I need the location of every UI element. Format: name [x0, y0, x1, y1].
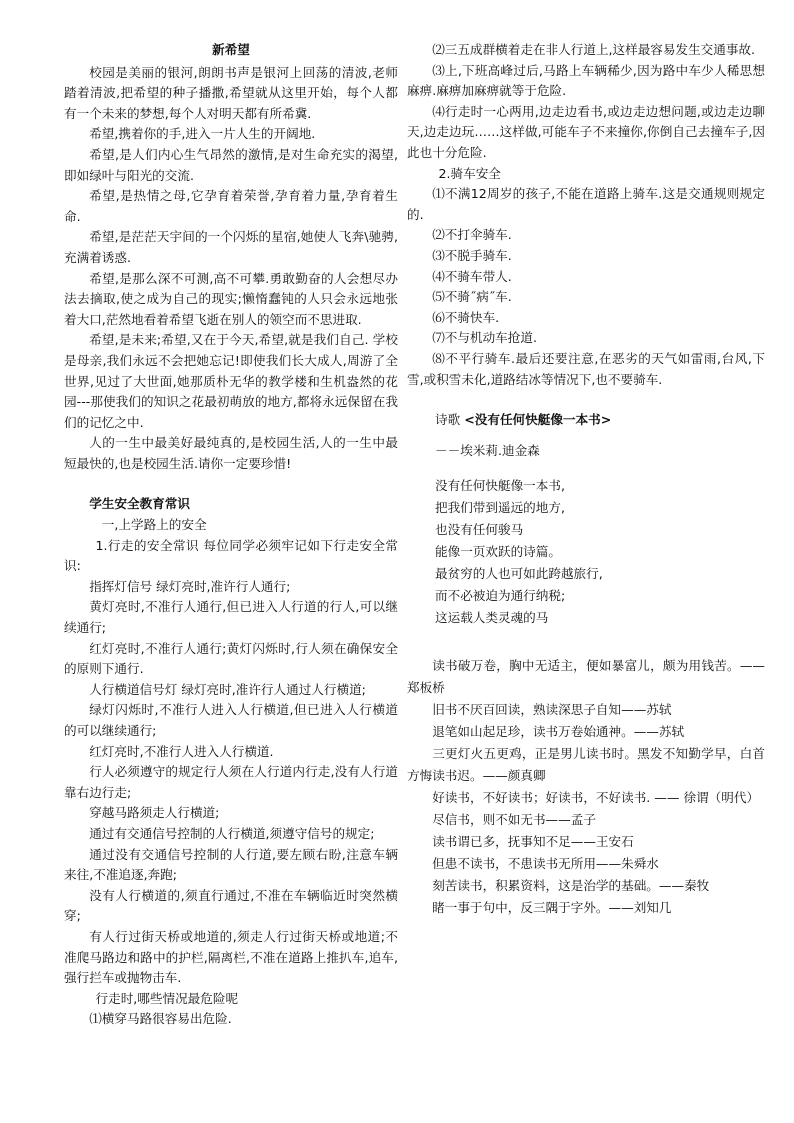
- danger-item: ⑵三五成群横着走在非人行道上,这样最容易发生交通事故.: [432, 42, 756, 57]
- rule-item: 通过有交通信号控制的人行横道,须遵守信号的规定;: [89, 825, 375, 841]
- paragraph: 校园是美丽的银河,朗朗书声是银河上回荡的清波,老师踏着清波,把希望的种子播撒,希望就从这里开始，每个人都有一个未来的梦想,每个人对明天都有所希冀.: [64, 64, 398, 121]
- bike-rule: ⑸不骑˝病˝车.: [432, 289, 512, 305]
- rule-item: 行人必须遵守的规定行人须在人行道内行走,没有人行道靠右边行走;: [64, 764, 398, 800]
- paragraph: 希望,携着你的手,进入一片人生的开阔地.: [89, 126, 316, 142]
- bike-rule: ⑺不与机动车抢道.: [432, 330, 537, 346]
- poem-line: 能像一页欢跃的诗篇。: [435, 544, 561, 560]
- poem-label: 诗歌: [435, 412, 465, 428]
- rule-item: 绿灯闪烁时,不准行人进入人行横道,但已进入人行横道的可以继续通行;: [64, 702, 398, 738]
- quote: 刻苦读书，积累资料，这是治学的基础。——秦牧: [432, 878, 710, 894]
- rule-item: 有人行过街天桥或地道的,须走人行过街天桥或地道;不准爬马路边和路中的护栏,隔离栏,不准在道路上推扒车,追车,强行拦车或抛物击车.: [64, 928, 398, 986]
- poem-author: －－埃米莉.迪金森: [435, 442, 540, 458]
- quote: 三更灯火五更鸡，正是男儿读书时。黑发不知勤学早，白首方悔读书迟。——颜真卿: [407, 746, 765, 784]
- rule-item: 人行横道信号灯 绿灯亮时,准许行人通过人行横道;: [89, 681, 366, 697]
- rule-item: 行走时,哪些情况最危险呢: [95, 990, 239, 1006]
- poem-line: 也没有任何骏马: [435, 522, 524, 538]
- right-column: [407, 40, 765, 919]
- poem-line: 把我们带到遥远的地方,: [435, 500, 565, 516]
- section-heading: 学生安全教育常识: [89, 496, 190, 512]
- rule-item: 黄灯亮时,不准行人通行,但已进入人行道的行人,可以继续通行;: [64, 599, 398, 636]
- paragraph: 1.行走的安全常识 每位同学必须牢记如下行走安全常识:: [64, 537, 398, 574]
- paragraph: 希望,是热情之母,它孕育着荣誉,孕育着力量,孕育着生命.: [64, 188, 398, 224]
- quote: 尽信书，则不如无书——孟子: [432, 812, 596, 828]
- article-title: 新希望: [212, 42, 250, 57]
- bike-rule: ⑶不脱手骑车.: [432, 247, 512, 263]
- quote: 好读书，不好读书；好读书，不好读书. —— 徐谓（明代）: [432, 790, 760, 806]
- left-column: [64, 40, 398, 1030]
- quote: 退笔如山起足珍，读书万卷始通神。——苏轼: [432, 724, 685, 740]
- paragraph: 希望,是人们内心生气昂然的激情,是对生命充实的渴望,即如绿叶与阳光的交流.: [64, 146, 398, 183]
- rule-item: 指挥灯信号 绿灯亮时,准许行人通行;: [89, 578, 291, 594]
- rule-item: 穿越马路须走人行横道;: [89, 805, 220, 821]
- rule-item: 通过没有交通信号控制的人行道,要左顾右盼,注意车辆来往,不准追逐,奔跑;: [64, 846, 398, 883]
- subsection-heading: 2.骑车安全: [438, 165, 501, 181]
- subsection-heading: 一,上学路上的安全: [101, 517, 207, 533]
- rule-item: 红灯亮时,不准行人进入人行横道.: [89, 743, 274, 759]
- poem-line: 没有任何快艇像一本书,: [435, 478, 565, 494]
- bike-rule: ⑴不满12周岁的孩子,不能在道路上骑车.这是交通规则规定的.: [407, 186, 765, 222]
- bike-rule: ⑵不打伞骑车.: [432, 227, 512, 243]
- poem-line: 而不必被迫为通行纳税;: [435, 588, 566, 604]
- paragraph: 人的一生中最美好最纯真的,是校园生活,人的一生中最短最快的,也是校园生活.请你一定要珍惜!: [64, 435, 398, 471]
- rule-item: 红灯亮时,不准行人通行;黄灯闪烁时,行人须在确保安全的原则下通行.: [64, 640, 398, 677]
- quote: 读书破万卷，胸中无适主，便如暴富儿，颇为用钱苦。——郑板桥: [407, 658, 765, 696]
- quote: 睹一事于句中，反三隅于字外。——刘知几: [432, 900, 672, 916]
- bike-rule: ⑻不平行骑车.最后还要注意,在恶劣的天气如雷雨,台风,下雪,或积雪未化,道路结冰等情况下,也不要骑车.: [407, 350, 765, 387]
- poem-title: [407, 410, 765, 431]
- paragraph: 希望,是未来;希望,又在于今天,希望,就是我们自己. 学校是母亲,我们永远不会把她忘记!即使我们长大成人,周游了全世界,见过了大世面,她那质朴无华的教学楼和生机盎然的花园---那使我们的知识之花最初萌放的地方,都将永远保留在我们的记忆之中.: [64, 332, 398, 430]
- bike-rule: ⑹不骑快车.: [432, 309, 500, 325]
- poem-name: <没有任何快艇像一本书>: [464, 412, 612, 428]
- bike-rule: ⑷不骑车带人.: [432, 268, 512, 284]
- quote: 但患不读书，不患读书无所用——朱舜水: [432, 856, 659, 872]
- rule-item: 没有人行横道的,须直行通过,不准在车辆临近时突然横穿;: [64, 887, 398, 924]
- quote: 读书谓已多，抚事知不足——王安石: [432, 834, 634, 850]
- poem-line: 最贫穷的人也可如此跨越旅行,: [435, 566, 603, 582]
- poem-body: [407, 475, 765, 629]
- paragraph: 希望,是茫茫天宇间的一个闪烁的星宿,她使人飞奔\驰骋,充满着诱惑.: [64, 229, 398, 265]
- quotes-list: [407, 655, 765, 919]
- poem-line: 这运载人类灵魂的马: [435, 610, 549, 626]
- paragraph: 希望,是那么深不可测,高不可攀.勇敢勤奋的人会想尽办法去摘取,使之成为自己的现实;懒惰蠢钝的人只会永远地张着大口,茫然地看着希望飞逝在别人的领空而不思进取.: [64, 270, 398, 327]
- danger-item: ⑶上,下班高峰过后,马路上车辆稀少,因为路中车少人稀思想麻痹.麻痹加麻痹就等于危险.: [407, 62, 765, 99]
- danger-item: ⑷行走时一心两用,边走边看书,或边走边想问题,或边走边聊天,边走边玩……这样做,可能车子不来撞你,你倒自己去撞车子,因此也十分危险.: [407, 103, 765, 160]
- quote: 旧书不厌百回读，熟读深思子自知——苏轼: [432, 702, 672, 718]
- rule-item: ⑴横穿马路很容易出危险.: [89, 1011, 232, 1027]
